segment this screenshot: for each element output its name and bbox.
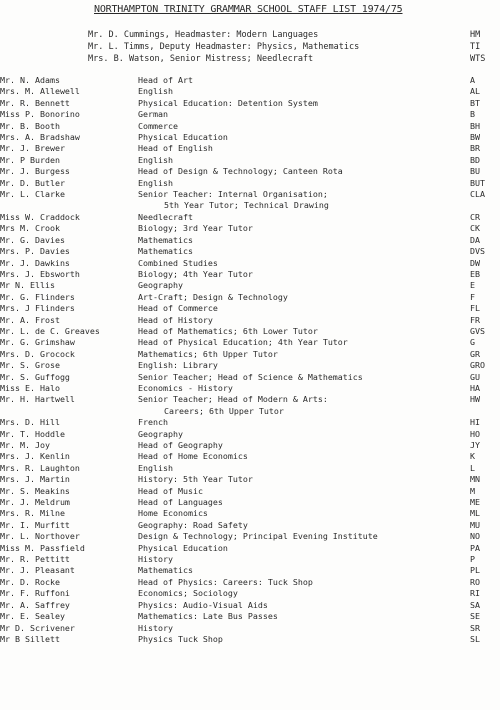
staff-row xyxy=(0,258,500,269)
staff-row xyxy=(0,292,500,303)
staff-code: GRO xyxy=(470,360,485,371)
staff-code: B xyxy=(470,109,475,120)
staff-code: BW xyxy=(470,132,480,143)
staff-code: ME xyxy=(470,497,480,508)
staff-role: History xyxy=(138,622,173,633)
staff-role: Head of Geography xyxy=(138,440,223,450)
staff-name: Mr. H. Hartwell xyxy=(0,394,75,405)
staff-row xyxy=(0,394,500,405)
staff-code: HA xyxy=(470,382,480,393)
staff-row xyxy=(0,189,500,200)
staff-name: Mr. F. Ruffoni xyxy=(0,588,70,599)
staff-row xyxy=(0,520,500,531)
staff-role: French xyxy=(138,417,168,428)
staff-role: Biology; 3rd Year Tutor xyxy=(138,223,253,234)
staff-code: ML xyxy=(470,508,480,519)
staff-name: Mr. T. Hoddle xyxy=(0,428,65,439)
staff-code: NO xyxy=(470,531,480,542)
staff-name: Mr. A. Saffrey xyxy=(0,599,70,610)
staff-role: German xyxy=(138,109,168,120)
staff-code: MU xyxy=(470,519,480,530)
staff-code: AL xyxy=(470,86,480,97)
staff-row xyxy=(0,565,500,576)
staff-code: CLA xyxy=(470,189,485,200)
staff-role: Economics; Sociology xyxy=(138,588,238,599)
staff-name: Mrs. M. Allewell xyxy=(0,86,80,97)
staff-name: Mr. L. de C. Greaves xyxy=(0,325,100,336)
staff-name: Mr. G. Flinders xyxy=(0,291,75,302)
senior-staff-list xyxy=(88,30,500,65)
staff-row xyxy=(0,554,500,565)
staff-code: DA xyxy=(470,234,480,245)
staff-code: F xyxy=(470,291,475,302)
staff-row xyxy=(0,326,500,337)
staff-role: History xyxy=(138,554,173,565)
staff-code: PL xyxy=(470,565,480,576)
staff-code: JY xyxy=(470,440,480,450)
staff-name: Mr. I. Murfitt xyxy=(0,519,70,530)
staff-row xyxy=(0,440,500,451)
staff-role: Geography: Road Safety xyxy=(138,519,248,530)
staff-name: Mrs. J. Ebsworth xyxy=(0,268,80,279)
staff-row xyxy=(0,280,500,291)
staff-name: Miss P. Bonorino xyxy=(0,109,80,120)
staff-name: Mrs. R. Milne xyxy=(0,508,65,519)
staff-role: Senior Teacher: Internal Organisation; xyxy=(138,189,328,200)
staff-row xyxy=(0,109,500,120)
staff-role: Commerce xyxy=(138,120,178,131)
senior-staff-row xyxy=(88,42,500,54)
staff-name: Mr. J. Dawkins xyxy=(0,257,70,268)
staff-role: English xyxy=(138,86,173,97)
staff-code: BD xyxy=(470,154,480,165)
staff-name: Mr. P Burden xyxy=(0,154,60,165)
staff-row xyxy=(0,98,500,109)
staff-row-continuation xyxy=(0,406,500,417)
staff-role: Head of Physical Education; 4th Year Tutor xyxy=(138,337,348,348)
staff-code: HO xyxy=(470,428,480,439)
staff-code: A xyxy=(470,75,475,85)
senior-staff-text: Mrs. B. Watson, Senior Mistress; Needlecraft xyxy=(88,53,314,64)
staff-row xyxy=(0,166,500,177)
staff-name: Mrs. J. Kenlin xyxy=(0,451,70,462)
staff-name: Mrs. R. Laughton xyxy=(0,462,80,473)
staff-role: Art-Craft; Design & Technology xyxy=(138,291,288,302)
staff-role: Head of Physics: Careers: Tuck Shop xyxy=(138,576,313,587)
staff-name: Mr. S. Meakins xyxy=(0,485,70,496)
staff-code: E xyxy=(470,280,475,291)
staff-row xyxy=(0,303,500,314)
staff-role: Head of History xyxy=(138,314,213,325)
staff-row xyxy=(0,611,500,622)
staff-code: HI xyxy=(470,417,480,428)
staff-row xyxy=(0,463,500,474)
staff-role: Design & Technology; Principal Evening Institute xyxy=(138,531,378,542)
staff-row xyxy=(0,223,500,234)
staff-name: Mr. N. Adams xyxy=(0,75,60,85)
staff-role: Senior Teacher; Head of Modern & Arts: xyxy=(138,394,328,405)
staff-row xyxy=(0,235,500,246)
staff-row xyxy=(0,383,500,394)
staff-name: Mrs. A. Bradshaw xyxy=(0,132,80,143)
staff-name: Mr. D. Butler xyxy=(0,177,65,188)
staff-row xyxy=(0,531,500,542)
staff-name: Mrs. D. Grocock xyxy=(0,348,75,359)
staff-role: Head of Mathematics; 6th Lower Tutor xyxy=(138,325,318,336)
staff-role: Physical Education xyxy=(138,542,228,553)
staff-code: BUT xyxy=(470,177,485,188)
staff-code: FL xyxy=(470,303,480,314)
staff-name: Miss E. Halo xyxy=(0,382,60,393)
staff-name: Mrs M. Crook xyxy=(0,223,60,234)
staff-row xyxy=(0,143,500,154)
staff-role: Head of Languages xyxy=(138,497,223,508)
staff-role: Physical Education: Detention System xyxy=(138,97,318,108)
staff-code: CK xyxy=(470,223,480,234)
staff-name: Mr. E. Sealey xyxy=(0,611,65,622)
staff-code: PA xyxy=(470,542,480,553)
staff-row xyxy=(0,508,500,519)
staff-code: GU xyxy=(470,371,480,382)
staff-name: Mr. L. Clarke xyxy=(0,189,65,200)
staff-row xyxy=(0,155,500,166)
staff-row xyxy=(0,372,500,383)
staff-code: CR xyxy=(470,211,480,222)
staff-name: Mrs. J Flinders xyxy=(0,303,75,314)
staff-row xyxy=(0,337,500,348)
staff-row xyxy=(0,246,500,257)
staff-code: L xyxy=(470,462,475,473)
staff-code: P xyxy=(470,554,475,565)
staff-row xyxy=(0,486,500,497)
staff-role: Needlecraft xyxy=(138,211,193,222)
staff-role: Home Economics xyxy=(138,508,208,519)
staff-row-continuation xyxy=(0,200,500,211)
staff-code: HW xyxy=(470,394,480,405)
staff-role: Head of Music xyxy=(138,485,203,496)
staff-name: Mr. B. Booth xyxy=(0,120,60,131)
staff-row xyxy=(0,623,500,634)
staff-role: Mathematics: Late Bus Passes xyxy=(138,611,278,622)
senior-staff-text: Mr. L. Timms, Deputy Headmaster: Physics, Mathematics xyxy=(88,41,360,52)
staff-code xyxy=(470,406,500,417)
staff-code: M xyxy=(470,485,475,496)
staff-row xyxy=(0,121,500,132)
staff-row xyxy=(0,451,500,462)
staff-code: BT xyxy=(470,97,480,108)
staff-name: Mr. R. Bennett xyxy=(0,97,70,108)
staff-name: Mr. J. Meldrum xyxy=(0,497,70,508)
staff-row xyxy=(0,543,500,554)
staff-code: G xyxy=(470,337,475,348)
staff-name: Mr. L. Northover xyxy=(0,531,80,542)
staff-row xyxy=(0,75,500,86)
staff-row xyxy=(0,269,500,280)
staff-role: Physics: Audio-Visual Aids xyxy=(138,599,268,610)
staff-row xyxy=(0,577,500,588)
staff-role: Physics Tuck Shop xyxy=(138,633,223,644)
staff-role: Senior Teacher; Head of Science & Mathematics xyxy=(138,371,363,382)
staff-name: Miss M. Passfield xyxy=(0,542,85,553)
staff-row xyxy=(0,474,500,485)
staff-role: Mathematics; 6th Upper Tutor xyxy=(138,348,278,359)
senior-staff-row xyxy=(88,30,500,42)
staff-name: Mr. A. Frost xyxy=(0,314,60,325)
staff-code: RO xyxy=(470,576,480,587)
staff-name: Mrs. P. Davies xyxy=(0,246,70,257)
staff-row xyxy=(0,315,500,326)
staff-name: Mr N. Ellis xyxy=(0,280,55,291)
staff-name: Mr. S. Guffogg xyxy=(0,371,70,382)
staff-name: Mr. G. Davies xyxy=(0,234,65,245)
senior-staff-code: HM xyxy=(470,30,481,40)
staff-name: Mr. R. Pettitt xyxy=(0,554,70,565)
staff-role: Biology; 4th Year Tutor xyxy=(138,268,253,279)
staff-role: English: Library xyxy=(138,360,218,371)
staff-role: Mathematics xyxy=(138,246,193,257)
staff-name: Mr. M. Joy xyxy=(0,440,50,450)
staff-row xyxy=(0,417,500,428)
staff-role: 5th Year Tutor; Technical Drawing xyxy=(164,200,329,211)
senior-staff-row xyxy=(88,54,500,66)
staff-code: BR xyxy=(470,143,480,154)
staff-role: Head of Home Economics xyxy=(138,451,248,462)
staff-name: Mr D. Scrivener xyxy=(0,622,75,633)
staff-role: English xyxy=(138,177,173,188)
staff-row xyxy=(0,86,500,97)
staff-role: Combined Studies xyxy=(138,257,218,268)
staff-name: Mr B Sillett xyxy=(0,633,60,644)
staff-row xyxy=(0,132,500,143)
staff-code: SL xyxy=(470,633,480,644)
staff-list xyxy=(0,75,500,645)
staff-code: DVS xyxy=(470,246,485,257)
staff-role: Physical Education xyxy=(138,132,228,143)
staff-row xyxy=(0,349,500,360)
staff-code: RI xyxy=(470,588,480,599)
senior-staff-code: WTS xyxy=(470,53,486,64)
staff-role: History: 5th Year Tutor xyxy=(138,474,253,485)
staff-name xyxy=(0,200,138,211)
staff-name xyxy=(0,406,138,417)
staff-row xyxy=(0,360,500,371)
staff-code: SA xyxy=(470,599,480,610)
staff-name: Mr. G. Grimshaw xyxy=(0,337,75,348)
senior-staff-text: Mr. D. Cummings, Headmaster: Modern Languages xyxy=(88,30,319,40)
staff-code: SR xyxy=(470,622,480,633)
staff-role: English xyxy=(138,154,173,165)
staff-name: Mr. J. Burgess xyxy=(0,166,70,177)
staff-row xyxy=(0,212,500,223)
staff-code: GR xyxy=(470,348,480,359)
staff-name: Mrs. J. Martin xyxy=(0,474,70,485)
staff-code: EB xyxy=(470,268,480,279)
staff-role: Mathematics xyxy=(138,565,193,576)
staff-code: DW xyxy=(470,257,480,268)
staff-role: Careers; 6th Upper Tutor xyxy=(164,405,284,416)
staff-row xyxy=(0,178,500,189)
senior-staff-code: TI xyxy=(470,41,481,52)
staff-code xyxy=(470,200,500,211)
staff-role: Head of English xyxy=(138,143,213,154)
staff-code: SE xyxy=(470,611,480,622)
staff-row xyxy=(0,429,500,440)
staff-code: BH xyxy=(470,120,480,131)
staff-row xyxy=(0,634,500,645)
staff-row xyxy=(0,588,500,599)
staff-role: Geography xyxy=(138,280,183,291)
staff-code: MN xyxy=(470,474,480,485)
staff-role: Head of Commerce xyxy=(138,303,218,314)
staff-row xyxy=(0,497,500,508)
staff-name: Mr. D. Rocke xyxy=(0,576,60,587)
staff-code: K xyxy=(470,451,475,462)
staff-code: FR xyxy=(470,314,480,325)
staff-name: Mrs. D. Hill xyxy=(0,417,60,428)
page-title: NORTHAMPTON TRINITY GRAMMAR SCHOOL STAFF LIST 1974/75 xyxy=(94,4,403,15)
staff-role: Head of Art xyxy=(138,75,193,85)
staff-code: GVS xyxy=(470,325,485,336)
staff-row xyxy=(0,600,500,611)
staff-role: Economics - History xyxy=(138,382,233,393)
staff-name: Mr. J. Brewer xyxy=(0,143,65,154)
staff-role: Head of Design & Technology; Canteen Rota xyxy=(138,166,343,177)
staff-name: Miss W. Craddock xyxy=(0,211,80,222)
staff-name: Mr. J. Pleasant xyxy=(0,565,75,576)
staff-code: BU xyxy=(470,166,480,177)
staff-role: Mathematics xyxy=(138,234,193,245)
staff-name: Mr. S. Grose xyxy=(0,360,60,371)
staff-role: Geography xyxy=(138,428,183,439)
staff-role: English xyxy=(138,462,173,473)
